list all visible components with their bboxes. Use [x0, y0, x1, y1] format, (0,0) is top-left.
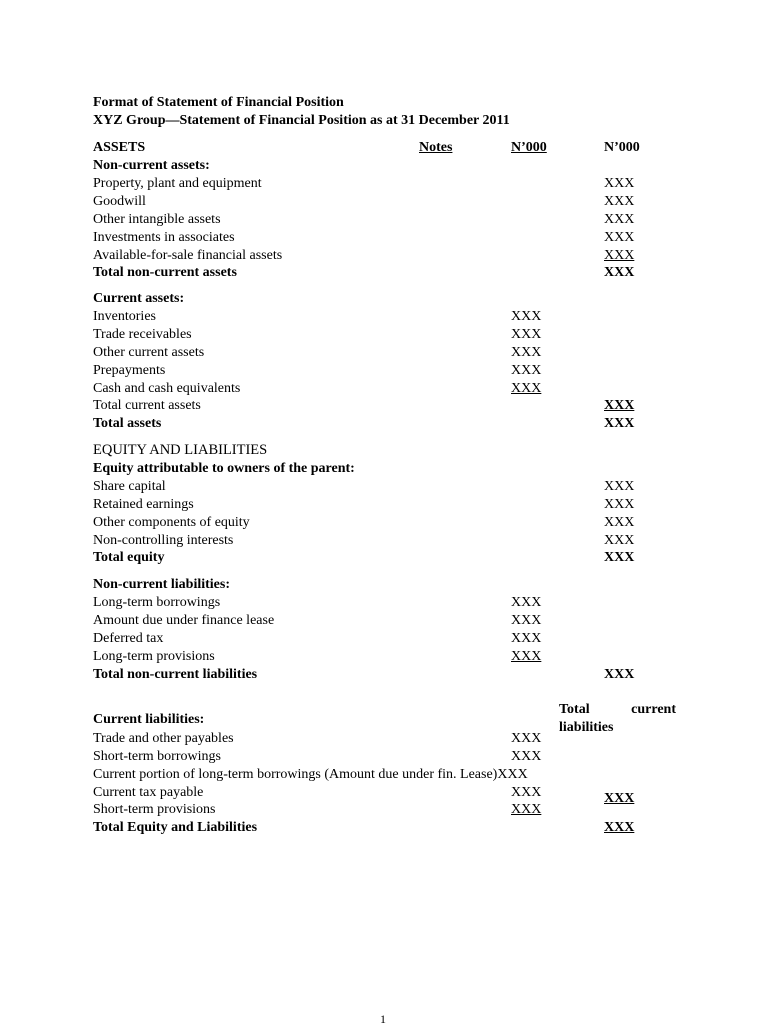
row-label: Other current assets: [93, 345, 205, 360]
row-label: Total equity: [93, 550, 165, 565]
total-col-amount: XXX: [604, 820, 635, 835]
row-label: Equity attributable to owners of the parent:: [93, 461, 355, 476]
row-label: Long-term borrowings: [93, 595, 221, 610]
statement-row: [93, 532, 635, 549]
row-label: Short-term borrowings: [93, 749, 221, 764]
notes-col-amount: XXX: [511, 649, 542, 664]
row-label: Non-controlling interests: [93, 533, 234, 548]
statement-row: [93, 549, 635, 566]
statement-row: [93, 496, 635, 513]
row-label: Amount due under finance lease: [93, 613, 275, 628]
total-col-amount: XXX: [604, 230, 635, 245]
statement-row: [93, 630, 542, 647]
statement-row: [93, 247, 635, 264]
total-col-amount: XXX: [604, 194, 635, 209]
statement-row: [93, 229, 635, 246]
notes-col-amount: XXX: [497, 767, 528, 782]
total-col-amount: XXX: [604, 533, 635, 548]
notes-col-amount: XXX: [511, 785, 542, 800]
notes-col-amount: XXX: [511, 613, 542, 628]
total-col-amount: XXX: [604, 212, 635, 227]
statement-row: [93, 442, 267, 459]
statement-row: [93, 397, 635, 414]
row-label: Current tax payable: [93, 785, 204, 800]
statement-row: [93, 415, 635, 432]
statement-row: [93, 264, 635, 281]
statement-row: [93, 514, 635, 531]
total-col-amount: XXX: [604, 265, 635, 280]
row-label: Inventories: [93, 309, 156, 324]
document-title: Format of Statement of Financial Position: [93, 95, 344, 110]
row-label: Trade receivables: [93, 327, 192, 342]
statement-row: [93, 193, 635, 210]
statement-row: [93, 766, 528, 783]
row-label: Deferred tax: [93, 631, 164, 646]
total-col-amount: XXX: [604, 791, 635, 806]
notes-col-amount: XXX: [511, 363, 542, 378]
statement-row: [93, 460, 355, 477]
row-label: Long-term provisions: [93, 649, 215, 664]
notes-col-amount: XXX: [511, 327, 542, 342]
notes-column-header: Notes: [419, 140, 453, 155]
statement-row: [93, 290, 184, 307]
statement-title: XYZ Group—Statement of Financial Position as at 31 December 2011: [93, 113, 510, 128]
total-col-amount: XXX: [604, 479, 635, 494]
tcl-word-total: Total: [559, 702, 590, 717]
page-number: 1: [380, 1012, 386, 1026]
row-label: Other intangible assets: [93, 212, 221, 227]
statement-row: [93, 362, 542, 379]
statement-row: [93, 784, 635, 806]
statement-row: [93, 748, 542, 765]
row-label: Total non-current assets: [93, 265, 237, 280]
statement-row: [93, 648, 542, 665]
row-label: Non-current assets:: [93, 158, 210, 173]
row-label: Total Equity and Liabilities: [93, 820, 258, 835]
row-label: Total non-current liabilities: [93, 667, 258, 682]
statement-row: [93, 175, 635, 192]
notes-col-amount: XXX: [511, 802, 542, 817]
row-label: Trade and other payables: [93, 731, 234, 746]
statement-row: [93, 326, 542, 343]
row-label: Non-current liabilities:: [93, 577, 231, 592]
row-label: Short-term provisions: [93, 802, 216, 817]
row-label: Goodwill: [93, 194, 146, 209]
row-label: Total current assets: [93, 398, 201, 413]
statement-row: [93, 666, 635, 683]
row-label: Other components of equity: [93, 515, 250, 530]
statement-row: [93, 478, 635, 495]
row-label: Investments in associates: [93, 230, 235, 245]
statement-row: [93, 730, 542, 747]
total-col-amount: XXX: [604, 398, 635, 413]
assets-heading: ASSETS: [93, 140, 146, 155]
tcl-word-current: current: [631, 702, 676, 717]
row-label: Available-for-sale financial assets: [93, 248, 283, 263]
statement-row: [93, 157, 210, 174]
row-label: Share capital: [93, 479, 166, 494]
amount-column-2-header: N’000: [604, 140, 640, 155]
total-col-amount: XXX: [604, 515, 635, 530]
total-col-amount: XXX: [604, 416, 635, 431]
total-col-amount: XXX: [604, 550, 635, 565]
total-col-amount: XXX: [604, 176, 635, 191]
row-label: EQUITY AND LIABILITIES: [93, 442, 268, 458]
row-label: Current liabilities:: [93, 712, 205, 727]
notes-col-amount: XXX: [511, 749, 542, 764]
total-col-amount: XXX: [604, 667, 635, 682]
row-label: Property, plant and equipment: [93, 176, 262, 191]
row-label: Total assets: [93, 416, 162, 431]
statement-row: [93, 380, 542, 397]
amount-column-1-header: N’000: [511, 140, 547, 155]
statement-row: [93, 211, 635, 228]
statement-row: [93, 612, 542, 629]
statement-row: [93, 344, 542, 361]
statement-row: [93, 576, 230, 593]
row-label: Current portion of long-term borrowings (Amount due under fin. Lease): [93, 767, 498, 782]
total-current-liabilities-label: [559, 701, 676, 737]
row-label: Cash and cash equivalents: [93, 381, 241, 396]
statement-row: [93, 819, 635, 836]
row-label: Retained earnings: [93, 497, 194, 512]
notes-col-amount: XXX: [511, 631, 542, 646]
total-col-amount: XXX: [604, 497, 635, 512]
statement-row: [93, 594, 542, 611]
notes-col-amount: XXX: [511, 309, 542, 324]
notes-col-amount: XXX: [511, 381, 542, 396]
notes-col-amount: XXX: [511, 345, 542, 360]
row-label: Prepayments: [93, 363, 166, 378]
statement-row: [93, 711, 204, 728]
total-col-amount: XXX: [604, 248, 635, 263]
statement-row: [93, 308, 542, 325]
statement-row: [93, 801, 542, 818]
row-label: Current assets:: [93, 291, 185, 306]
notes-col-amount: XXX: [511, 595, 542, 610]
tcl-word-liabilities: liabilities: [559, 720, 614, 735]
notes-col-amount: XXX: [511, 731, 542, 746]
